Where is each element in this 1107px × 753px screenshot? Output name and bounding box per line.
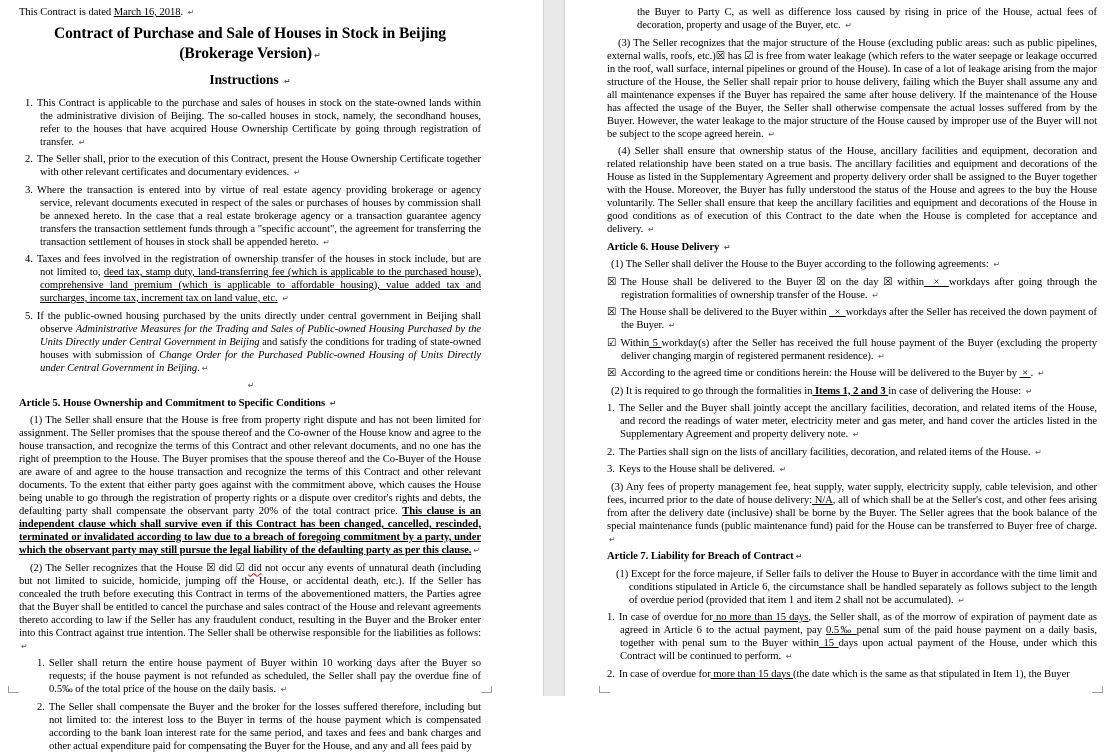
article-5-clause-1 [19, 414, 481, 557]
text-segment: (2) The Seller recognizes that the House [30, 562, 207, 574]
text-segment: . [1030, 368, 1036, 379]
text-segment: Change Order for the Purchased Public-owned Housing of Units Directly under Central Government in Beijing [40, 349, 481, 374]
text-segment: is free from water leakage (which refers to the water seepage or leakage occurred in the roof, wall surface, internal pipelines or ground of the House). In case of a lot of leakage arising from the major structure of the House, the Seller shall repair prior to house delivery, failing which the Buyer shall assume any and all maintenance expenses if the Buyer has repaired the same after house delivery. If the maintenance of the House has affected the usage of the Buyer, the Seller shall otherwise compensate the actual losses suffered from by the Buyer. However, the water leakage to the major structure of the House caused by improper use of the Buyer will not be subject to the scope agreed herein. [607, 50, 1098, 140]
text-segment: Taxes and fees involved in the registration of ownership transfer of the houses in stock include, but are not limited to, [36, 254, 481, 278]
page-left-text-area[interactable] [19, 6, 481, 753]
paragraph-mark-icon: ↵ [785, 652, 793, 661]
text-segment: (3) The Seller recognizes that the major structure of the House (excluding public areas: such as public pipelines, external walls, roofs, etc.) [607, 37, 1097, 62]
text-segment: the Buyer to Party C, as well as difference loss caused by rising in price of the House, actual fees of decoration, property and usage of the Buyer, etc. [637, 7, 1097, 31]
text-segment: Article 6. House Delivery [607, 241, 722, 253]
paragraph-mark-icon: ↵ [768, 129, 775, 139]
list-marker: 2. [37, 701, 45, 713]
list-marker: 1. [25, 97, 33, 109]
article-6-clause-2 [607, 385, 1097, 398]
text-segment: If the public-owned housing purchased by the units directly under central government in Beijing shall observe [36, 310, 481, 335]
page-right-text-area[interactable] [607, 6, 1097, 681]
text-segment: In case of overdue for [618, 612, 713, 623]
list-marker: 2. [607, 446, 615, 458]
paragraph-mark-icon: ↵ [647, 225, 655, 234]
text-segment: (the date which is the same as that stipulated in Item 1), the Buyer [793, 668, 1070, 680]
delivery-option-1 [607, 276, 1097, 302]
paragraph-mark-icon: ↵ [329, 398, 337, 408]
text-segment: Seller shall return the entire house payment of Buyer within 10 working days after the Buyer so requests; if the house payment is not refunded as scheduled, the Seller shall pay the overdue fine of 0.5‰ of the total price of the house on the daily basis. [48, 658, 481, 695]
checkbox-option-4-icon: ☒ [607, 367, 617, 379]
text-segment: has [725, 50, 745, 62]
checkbox-option-1-icon: ☒ [607, 275, 617, 288]
checkbox-within-icon: ☒ [883, 275, 893, 288]
text-segment: did [215, 562, 236, 574]
list-marker: 1. [37, 658, 45, 669]
page-gap [543, 0, 565, 696]
paragraph-mark-icon: ↵ [668, 321, 676, 330]
delivery-option-4 [607, 367, 1097, 380]
list-marker: 1. [607, 612, 615, 623]
text-segment: The House shall be delivered to the Buyer [620, 276, 817, 288]
article-7-heading [607, 550, 1097, 563]
list-marker: 3. [25, 184, 33, 196]
instruction-item-2 [19, 153, 481, 179]
list-marker: 2. [607, 668, 615, 680]
text-segment: in case of delivering the House: [888, 385, 1024, 397]
text-segment: The House shall be delivered to the Buyer within [620, 307, 830, 318]
text-segment: This Contract is applicable to the purchase and sales of houses in stock on the state-owned lands within the administrative division of Beijing. The so-called houses in stock, namely, the secondhand houses, refer to the houses that have acquired House Ownership Certificate by going through registration of transfer. [36, 97, 481, 148]
text-segment: Contract of Purchase and Sale of Houses in Stock in Beijing (Brokerage Version) [53, 24, 447, 62]
overdue-item-1 [607, 611, 1097, 663]
text-segment: (3) Any fees of property management fee, heat supply, water supply, electricity supply, cable television, and other fees, incurred prior to the date of house delivery: [607, 481, 1097, 506]
delivery-option-3 [607, 337, 1097, 363]
seller-liability-item-2 [19, 701, 481, 753]
paragraph-mark-icon: ↵ [201, 363, 209, 373]
delivery-formality-1 [607, 402, 1097, 441]
text-segment: According to the agreed time or conditions herein: the House will be delivered to the Buyer by [620, 368, 1020, 379]
text-segment: Items 1, 2 and 3 [812, 385, 889, 397]
paragraph-mark-icon: ↵ [958, 595, 965, 605]
page-left[interactable] [0, 0, 543, 752]
paragraph-mark-icon: ↵ [878, 351, 885, 361]
paragraph-mark-icon: ↵ [1035, 447, 1042, 457]
text-segment: Keys to the House shall be delivered. [618, 464, 778, 475]
paragraph-mark-icon: ↵ [1025, 386, 1033, 396]
empty-paragraph [19, 379, 481, 392]
text-boundary-corner-icon [481, 686, 492, 693]
paragraph-mark-icon: ↵ [795, 552, 803, 561]
paragraph-mark-icon: ↵ [282, 294, 289, 303]
paragraph-mark-icon: ↵ [283, 76, 291, 86]
delivery-formality-3 [607, 463, 1097, 476]
fill-in-blank: × [829, 307, 846, 318]
paragraph-mark-icon: ↵ [723, 242, 731, 252]
page-right[interactable] [565, 0, 1107, 696]
text-boundary-corner-icon [599, 686, 610, 693]
article-5-heading [19, 397, 481, 410]
misspelled-word: did [248, 562, 262, 574]
delivery-formality-2 [607, 446, 1097, 459]
paragraph-mark-icon: ↵ [78, 137, 86, 147]
text-segment: within [892, 276, 925, 288]
checkbox-is-icon: ☑ [744, 49, 754, 62]
paragraph-mark-icon: ↵ [993, 260, 1001, 269]
text-segment: Instructions [209, 71, 282, 87]
text-segment: not occur any events of unnatural death (including but not limited to suicide, homicide, jumping off the House, or accidental death, etc.). If the Seller has concealed the truth before executing this Contract in terms of the abovementioned matters, the Parties agree that the Buyer shall be entitled to cancel the purchase and sales contract of the House and relevant agreements thereto according to law if the Seller has any fraudulent conduct, resulting in the Buyer and the Broker enter into this Contract against true intention. The Seller shall be otherwise responsible for the liabilities as follows: [19, 562, 481, 639]
text-segment: . [197, 362, 200, 374]
contract-date: March 16, 2018 [113, 7, 181, 18]
text-segment: (1) The Seller shall ensure that the House is free from property right dispute and has not been limited for assignment. The Seller promises that the spouse thereof and the Co-owner of the House know and agree to the house transaction, and recognize the terms of this Contract and other relevant documents, and no one has the right of preemption to the House. The Buyer promises that the spouse thereof and the Co-Buyer of the House are aware of and agree to the house transaction and recognize the terms of this Contract and other relevant documents. To the extent that either party goes against with the commitment above, which causes the House being unable to go through the registration of property rights or a dispute over creditor's rights and debts, the defaulting party shall compensate the observant party 20% of the total contract price. [19, 415, 481, 517]
text-segment: The Parties shall sign on the lists of ancillary facilities, decoration, and related items of the House. [618, 446, 1034, 458]
paragraph-mark-icon: ↵ [779, 465, 787, 474]
text-segment: workdays after the Seller has received the down payment of the Buyer. [621, 307, 1097, 331]
text-segment: (4) Seller shall ensure that ownership status of the House, ancillary facilities and equipment, decoration and related relationship have been stated on a true basis. The ancillary facilities and equipment and decorations of the House as listed in the Supplementary Agreement and property delivery order shall be assigned to the Buyer together with the House. Moreover, the Buyer has fully understood the status of the House and agrees to the buy the House voluntarily. The Seller shall ensure that keep the ancillary facilities and equipment and decorations of the House in good conditions as of execution of this Contract to the date when the House is completed for acceptance and delivery. [607, 146, 1097, 235]
text-segment: , all of which shall be at the Seller's cost, and other fees arising from after the delivery date (inclusive) shall be borne by the Buyer. The Seller agrees that the book balance of the special maintenance funds (public maintenance fund) paid for the House can be transferred to Buyer free of charge. [607, 494, 1097, 532]
fill-in-blank: × [924, 276, 949, 288]
paragraph-mark-icon: ↵ [21, 641, 28, 651]
seller-liability-item-2-continued [607, 6, 1097, 32]
seller-liability-item-1 [19, 657, 481, 696]
text-segment: Administrative Measures for the Trading and Sales of Public-owned Housing Purchased by the Units Directly under Central Government in Beijing [40, 323, 481, 348]
checkbox-did-not-icon: ☑ [235, 561, 245, 574]
text-segment: penal sum of the paid house payment on a daily basis, together with penal sum to the Buyer within [620, 625, 1097, 649]
text-segment: (1) Except for the force majeure, if Seller fails to deliver the House to Buyer in accordance with the time limit and conditions stipulated in Article 6, the circumstance shall be handled separately as follows subject to the length of overdue period (provided that item 1 and item 2 shall not be accumulated). [616, 568, 1097, 606]
delivery-option-2 [607, 306, 1097, 332]
list-marker: 3. [607, 464, 615, 475]
document-title [19, 24, 481, 66]
text-segment: Article 7. Liability for Breach of Contract [607, 551, 794, 562]
instruction-item-1 [19, 97, 481, 149]
text-segment: This clause is an independent clause which shall survive even if this Contract has been changed, cancelled, rescinded, terminated or invalidated according to law due to a breach of foregoing commitment by a party, under which the observant party may still pursue the legal liability of the defaulting party as per this clause. [19, 506, 481, 556]
text-segment: 15 [818, 638, 839, 649]
text-segment: , the Seller shall, as of the morrow of expiration of payment date as agreed in Article 6 to the actual payment, pay [620, 612, 1097, 636]
list-marker: 4. [25, 254, 33, 265]
checkbox-option-2-icon: ☒ [607, 306, 617, 318]
article-5-clause-2 [19, 562, 481, 653]
list-marker: 1. [607, 403, 615, 414]
paragraph-mark-icon: ↵ [852, 430, 860, 439]
text-segment: The Seller and the Buyer shall jointly accept the ancillary facilities, decoration, and related items of the House, and record the readings of water meter, electricity meter and gas meter, and hand cover the articles listed in the Supplementary Agreement and property delivery note. [618, 403, 1097, 440]
text-segment: In case of overdue for [618, 668, 711, 680]
article-5-clause-4 [607, 145, 1097, 236]
text-segment: The Seller shall compensate the Buyer and the broker for the losses suffered therefore, including but not limited to: the interest loss to the Buyer in terms of the house payment which is compensated according to the bank loan interest rate for the same period, and taxes and fees and bank charges and other actual expenditure paid for compensating the Buyer for the House, and any and all fees paid by [48, 701, 481, 752]
date-line [19, 6, 481, 19]
document-subtitle [19, 71, 481, 90]
paragraph-mark-icon: ↵ [323, 237, 330, 247]
text-segment: 0.5‰ [826, 625, 857, 636]
text-segment: Within [620, 337, 650, 349]
text-boundary-corner-icon [1092, 686, 1103, 693]
text-segment: . [180, 7, 186, 18]
text-segment: workday(s) after the Seller has received the full house payment of the Buyer (excluding the property deliver changing margin of registered permanent residence). [621, 337, 1097, 362]
article-7-clause-1 [607, 568, 1097, 607]
instruction-item-3 [19, 184, 481, 249]
instruction-item-4 [19, 253, 481, 305]
text-segment: (1) The Seller shall deliver the House to the Buyer according to the following agreements: [611, 259, 992, 270]
article-6-clause-1 [607, 258, 1097, 271]
text-segment: workdays after going through the registration formalities of ownership transfer of the House. [621, 276, 1097, 301]
article-6-clause-3 [607, 481, 1097, 546]
text-segment: on the day [825, 276, 884, 288]
text-boundary-corner-icon [8, 686, 19, 693]
paragraph-mark-icon: ↵ [872, 290, 879, 300]
paragraph-mark-icon: ↵ [293, 168, 301, 177]
text-segment: (2) It is required to go through the formalities in [611, 385, 813, 397]
checkbox-option-3-checked-icon: ☑ [607, 336, 617, 349]
list-marker: 5. [25, 310, 33, 322]
article-6-heading [607, 241, 1097, 254]
paragraph-mark-icon: ↵ [609, 534, 616, 544]
text-segment: Where the transaction is entered into by virtue of real estate agency providing brokerage or agency service, relevant documents executed in respect of the sales or purchases of houses by commission shall be annexed hereto. In the case that a real estate brokerage agency or a transaction guarantee agency transfers the transaction settlement funds through a "specific account", the agreement for transferring the transaction settlement of houses in stock shall be appended hereto. [36, 184, 481, 248]
text-segment: The Seller shall, prior to the execution of this Contract, present the House Ownership Certificate together with other relevant certificates and documentary evidences. [36, 154, 481, 178]
text-segment: This Contract is dated [19, 7, 114, 18]
paragraph-mark-icon: ↵ [247, 381, 255, 390]
text-segment [278, 293, 281, 304]
instruction-item-5 [19, 310, 481, 375]
fill-in-blank: N/A [812, 494, 833, 506]
list-marker: 2. [25, 154, 33, 165]
overdue-item-2 [607, 668, 1097, 681]
paragraph-mark-icon: ↵ [313, 50, 321, 60]
paragraph-mark-icon: ↵ [1037, 369, 1045, 378]
text-segment: deed tax, stamp duty, land-transferring fee (which is applicable to the purchased house), comprehensive land premium (which is applicable to affordable housing), value added tax and surcharges, income tax, increment tax on land value, etc. [40, 267, 481, 304]
text-segment: days upon actual payment of the House, under which this Contract will be continued to perform. [620, 638, 1097, 662]
checkbox-did-icon: ☒ [206, 561, 216, 574]
article-5-clause-3 [607, 37, 1097, 141]
fill-in-blank: 5 [649, 337, 662, 349]
text-segment: more than 15 days [710, 668, 794, 680]
paragraph-mark-icon: ↵ [187, 8, 195, 17]
checkbox-on-the-day-icon: ☒ [816, 275, 826, 288]
text-segment: Article 5. House Ownership and Commitment to Specific Conditions [19, 397, 328, 409]
paragraph-mark-icon: ↵ [473, 546, 481, 555]
text-segment: no more than 15 days [712, 612, 809, 623]
fill-in-blank: × [1019, 368, 1031, 379]
paragraph-mark-icon: ↵ [280, 685, 288, 694]
paragraph-mark-icon: ↵ [845, 21, 852, 30]
checkbox-has-icon: ☒ [715, 49, 726, 62]
text-segment: and satisfy the conditions for trading of state-owned houses with submission of [40, 336, 481, 361]
